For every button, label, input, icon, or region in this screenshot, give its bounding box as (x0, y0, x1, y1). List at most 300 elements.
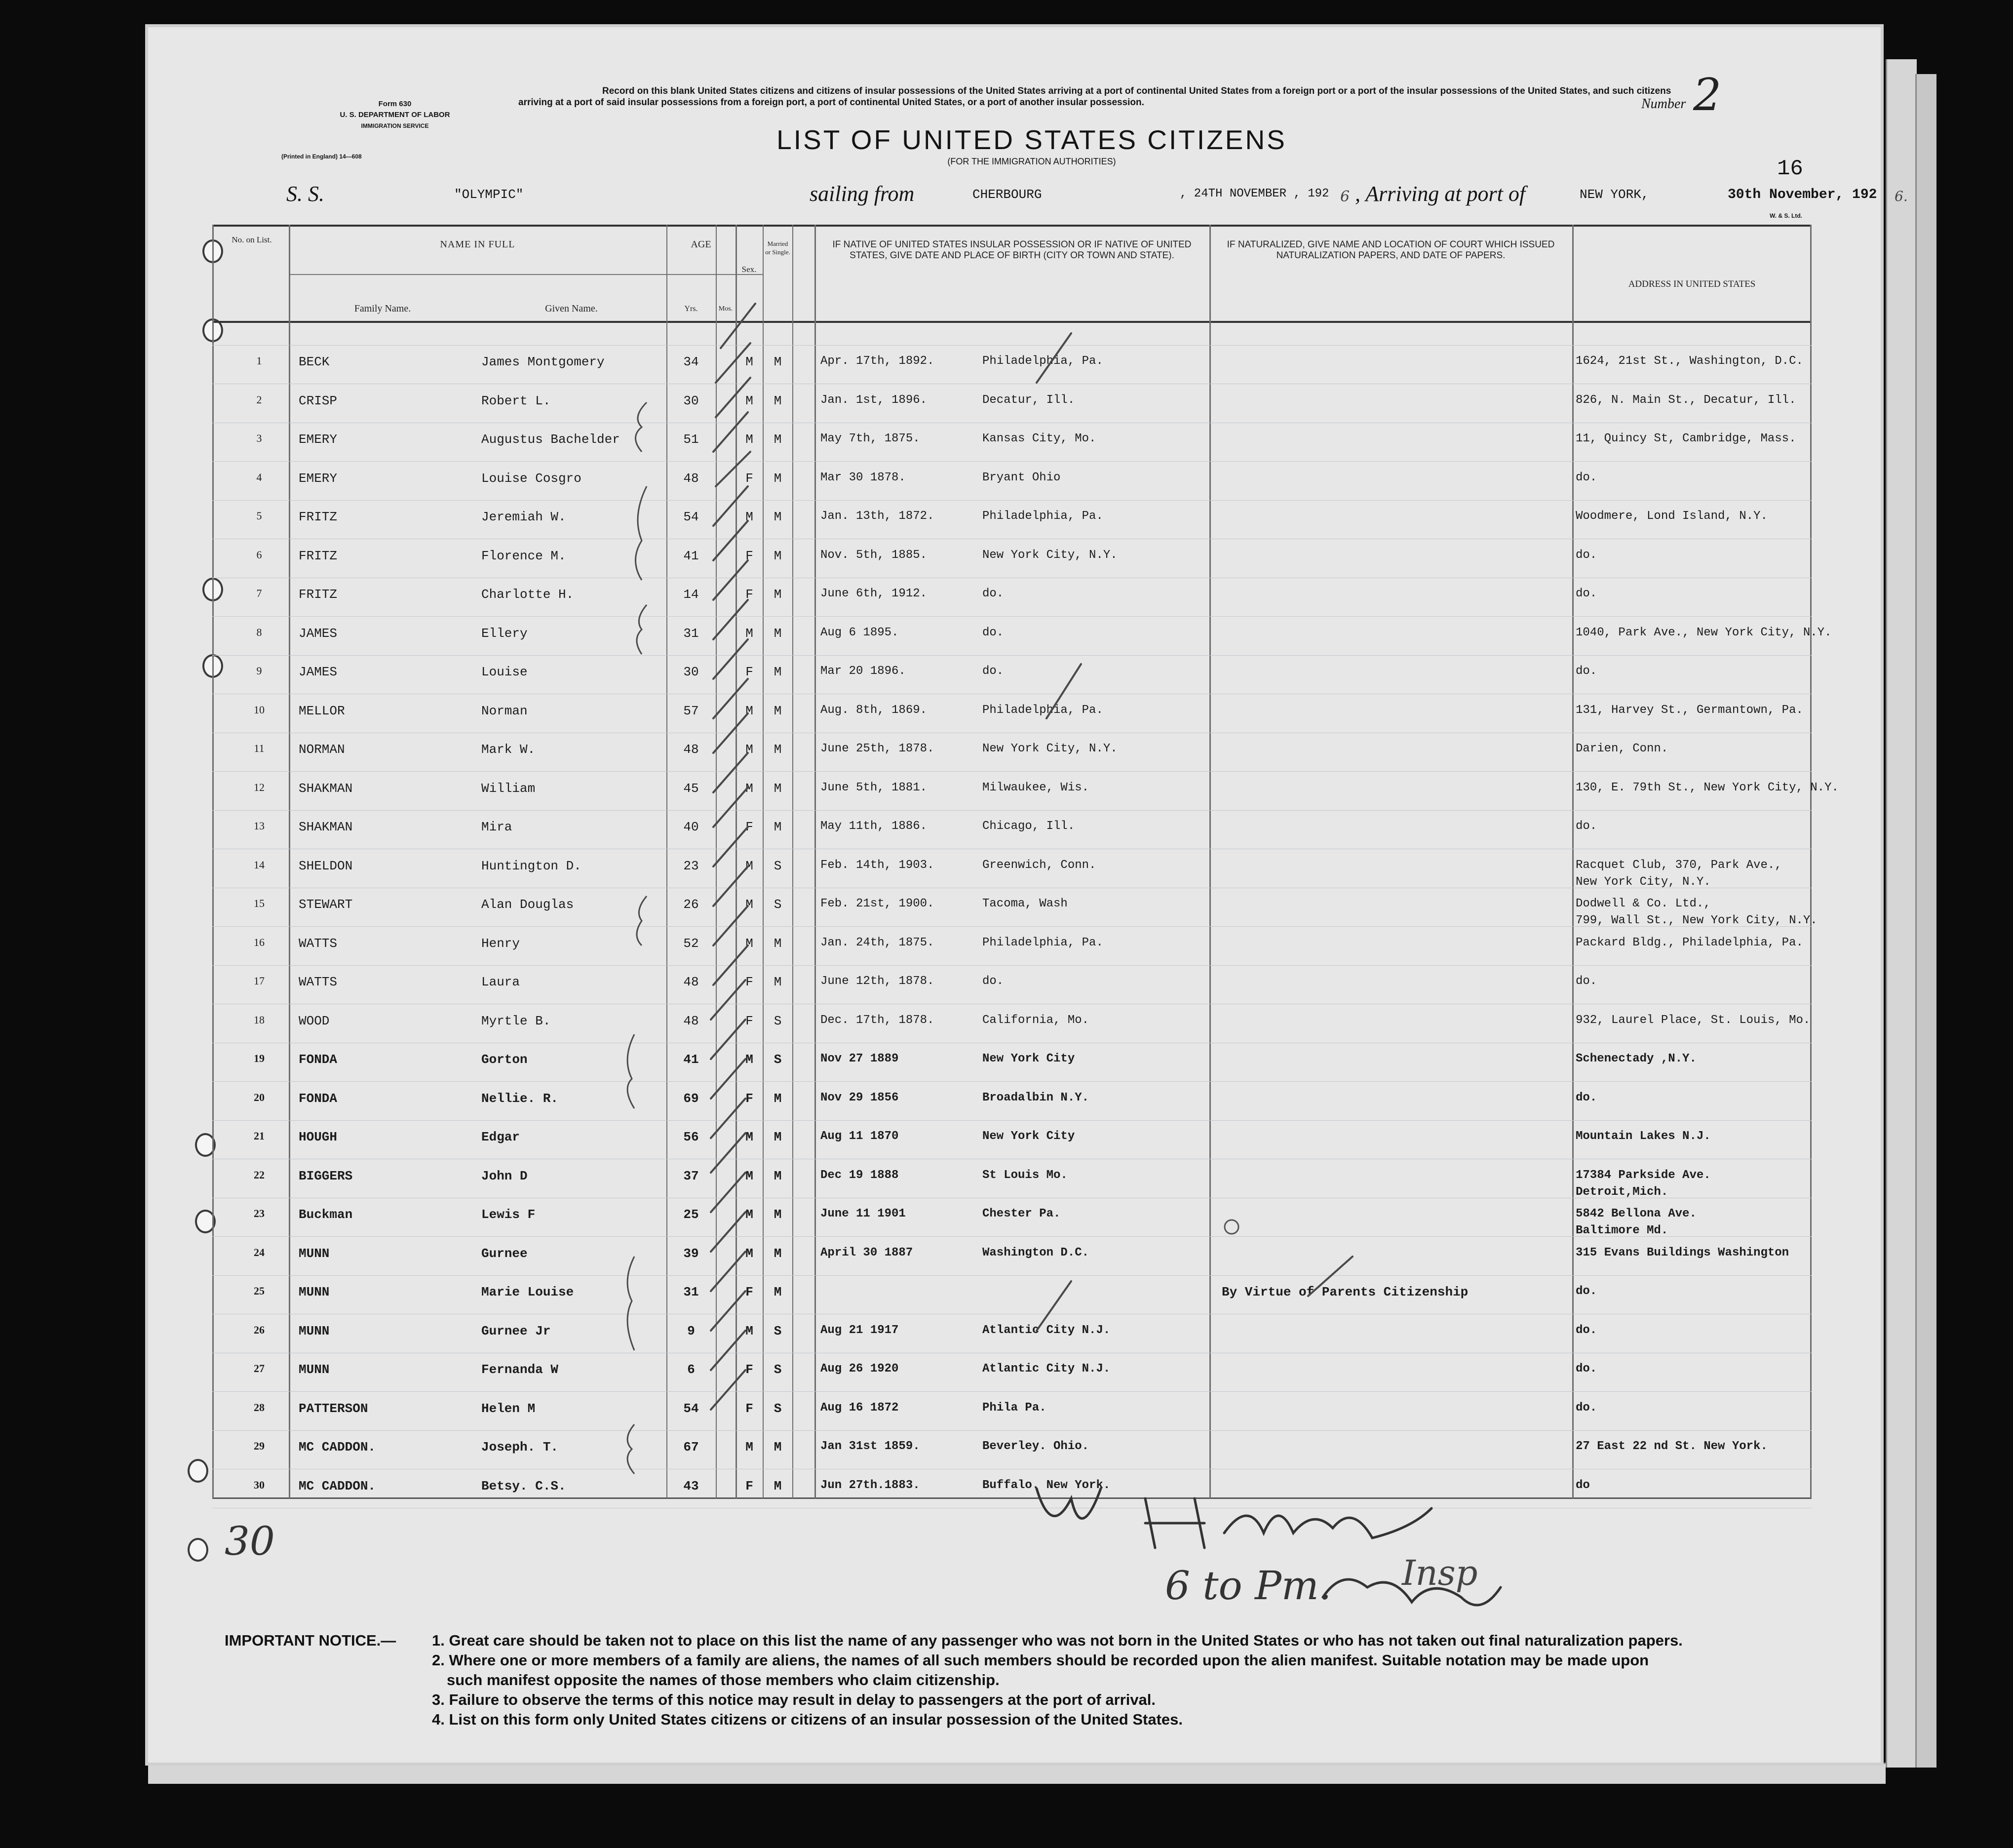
birth-date: Jan 31st 1859. (820, 1440, 920, 1453)
table-row (212, 1324, 1812, 1363)
address: do. (1576, 1285, 1597, 1298)
table-row (212, 897, 1818, 936)
age-years: 6 (687, 1362, 695, 1377)
birth-place: Phila Pa. (982, 1401, 1046, 1415)
row-number: 13 (254, 820, 265, 832)
given-name: Gurnee (481, 1246, 528, 1261)
table-row (212, 549, 1812, 588)
family-name: WATTS (299, 975, 338, 989)
sex: F (745, 1013, 753, 1028)
birth-date: Dec. 17th, 1878. (820, 1013, 934, 1027)
header-given-name: Given Name. (545, 303, 598, 314)
birth-date: Aug 21 1917 (820, 1323, 899, 1337)
birth-date: Apr. 17th, 1892. (820, 354, 934, 368)
birth-place: Washington D.C. (982, 1246, 1089, 1259)
row-number: 25 (254, 1285, 265, 1297)
page-edge-right-2 (1915, 74, 1936, 1768)
sex: F (745, 1091, 753, 1106)
birth-place: Buffalo. New York. (982, 1478, 1111, 1492)
address: do. (1576, 471, 1597, 484)
birth-date: May 11th, 1886. (820, 820, 928, 833)
address: do. (1576, 548, 1597, 562)
age-years: 41 (683, 1052, 699, 1067)
row-number: 21 (254, 1130, 265, 1142)
age-years: 52 (683, 936, 699, 951)
address: Schenectady ,N.Y. (1576, 1052, 1697, 1065)
given-name: Augustus Bachelder (481, 432, 620, 447)
ss-label: S. S. (286, 182, 324, 206)
header-sex: Sex. (741, 265, 757, 274)
row-number: 27 (254, 1362, 265, 1375)
family-name: FRITZ (299, 510, 338, 524)
marital-status: M (774, 781, 782, 796)
table-row (212, 626, 1832, 665)
address: 826, N. Main St., Decatur, Ill. (1576, 393, 1796, 407)
row-number: 22 (254, 1168, 265, 1181)
birth-date: Nov. 5th, 1885. (820, 548, 928, 562)
notice-item-4: 4. List on this form only United States citizens or citizens of an insular possession of the United States. (432, 1711, 1183, 1728)
notice-heading: IMPORTANT NOTICE.— (225, 1632, 396, 1649)
address: do (1576, 1478, 1590, 1492)
birth-place: Bryant Ohio (982, 471, 1061, 484)
birth-date: Feb. 14th, 1903. (820, 858, 934, 872)
address-line-2: Baltimore Md. (1576, 1224, 1668, 1237)
age-years: 23 (683, 858, 699, 873)
birth-date: Aug 26 1920 (820, 1362, 899, 1376)
given-name: Florence M. (481, 548, 566, 563)
birth-place: Philadelphia, Pa. (982, 510, 1103, 523)
marital-status: M (774, 703, 782, 718)
marital-status: M (774, 820, 782, 834)
table-row (212, 742, 1812, 781)
row-number: 19 (254, 1052, 265, 1064)
birth-place: Chester Pa. (982, 1207, 1061, 1220)
marital-status: M (774, 393, 782, 408)
age-years: 40 (683, 820, 699, 834)
address: 17384 Parkside Ave. (1576, 1168, 1711, 1182)
arrival-year: 6. (1895, 188, 1908, 204)
family-name: MC CADDON. (299, 1440, 376, 1455)
sex: M (745, 781, 753, 796)
age-years: 48 (683, 742, 699, 757)
family-name: BECK (299, 354, 330, 369)
header-naturalized: IF NATURALIZED, GIVE NAME AND LOCATION OF COURT WHICH ISSUED NATURALIZATION PAPERS, AND DATE OF PAPERS. (1227, 239, 1555, 261)
marital-status: M (774, 1207, 782, 1222)
marital-status: M (774, 471, 782, 486)
address: 315 Evans Buildings Washington (1576, 1246, 1789, 1259)
family-name: MELLOR (299, 703, 345, 718)
birth-date: June 6th, 1912. (820, 587, 928, 600)
age-years: 14 (683, 587, 699, 602)
given-name: Marie Louise (481, 1285, 574, 1299)
inspector-title: Insp (1402, 1553, 1478, 1593)
family-name: STEWART (299, 897, 353, 912)
address: 1624, 21st St., Washington, D.C. (1576, 354, 1803, 368)
birth-place: Chicago, Ill. (982, 820, 1075, 833)
important-notice (225, 1632, 1868, 1745)
birth-date: Mar 30 1878. (820, 471, 906, 484)
row-number: 30 (254, 1478, 265, 1491)
row-number: 28 (254, 1401, 265, 1414)
given-name: Fernanda W (481, 1362, 559, 1377)
marital-status: S (774, 897, 782, 912)
marital-status: M (774, 432, 782, 447)
given-name: William (481, 781, 536, 796)
notice-item-3: 3. Failure to observe the terms of this notice may result in delay to passengers at the port of arrival. (432, 1691, 1156, 1708)
family-name: MUNN (299, 1362, 330, 1377)
birth-place: New York City, N.Y. (982, 742, 1118, 755)
row-number: 10 (254, 703, 265, 716)
voyage-line (286, 181, 1908, 211)
table-row (212, 665, 1812, 704)
age-years: 69 (683, 1091, 699, 1106)
sex: M (745, 936, 753, 951)
row-number: 23 (254, 1207, 265, 1219)
marital-status: M (774, 1168, 782, 1183)
birth-date: Jan. 13th, 1872. (820, 510, 934, 523)
sex: F (745, 1362, 753, 1377)
birth-date: Mar 20 1896. (820, 665, 906, 678)
printer-mark: W. & S. Ltd. (1770, 212, 1802, 219)
given-name: Helen M (481, 1401, 536, 1416)
row-number: 3 (256, 432, 262, 444)
family-name: Buckman (299, 1207, 353, 1222)
row-number: 4 (256, 471, 262, 483)
address-line-2: Detroit,Mich. (1576, 1185, 1668, 1199)
family-name: BIGGERS (299, 1168, 353, 1183)
sex: M (745, 1168, 753, 1183)
manifest-page (148, 27, 1908, 1763)
birth-place: Atlantic City N.J. (982, 1362, 1111, 1376)
row-number: 2 (256, 393, 262, 406)
family-name: CRISP (299, 393, 338, 408)
birth-place: do. (982, 665, 1004, 678)
age-years: 57 (683, 703, 699, 718)
table-row (212, 975, 1812, 1014)
header-mos: Mos. (718, 305, 733, 313)
age-years: 67 (683, 1440, 699, 1455)
birth-place: Tacoma, Wash (982, 897, 1068, 910)
given-name: Ellery (481, 626, 528, 641)
table-row (212, 1169, 1812, 1208)
age-years: 45 (683, 781, 699, 796)
given-name: Louise Cosgro (481, 471, 581, 486)
given-name: Mark W. (481, 742, 536, 757)
row-number: 1 (256, 354, 262, 367)
given-name: Edgar (481, 1130, 520, 1144)
number-label: Number (1641, 96, 1686, 112)
given-name: Jeremiah W. (481, 510, 566, 524)
given-name: Nellie. R. (481, 1091, 559, 1106)
age-years: 34 (683, 354, 699, 369)
arriving-label: , Arriving at port of (1355, 182, 1526, 206)
form-number: Form 630 (378, 100, 412, 108)
family-name: HOUGH (299, 1130, 338, 1144)
row-number: 7 (256, 587, 262, 599)
sex: M (745, 1440, 753, 1455)
sex: F (745, 548, 753, 563)
birth-place: New York City, N.Y. (982, 548, 1118, 562)
marital-status: M (774, 936, 782, 951)
family-name: MC CADDON. (299, 1478, 376, 1494)
instructions: Record on this blank United States citizens and citizens of insular possessions of the United States arriving at a port of continental United States from a foreign port or a port of the insular possessions of the United States, and such citizens arriving at a port of said insular possessions from a foreign port, a port of continental United States, or a port of another insular possession. (518, 86, 1671, 108)
marital-status: S (774, 1013, 782, 1028)
age-years: 54 (683, 510, 699, 524)
row-number: 9 (256, 665, 262, 677)
header-address: ADDRESS IN UNITED STATES (1628, 279, 1756, 289)
birth-date: Aug 6 1895. (820, 626, 899, 639)
sex: F (745, 665, 753, 679)
address-line-2: 799, Wall St., New York City, N.Y. (1576, 914, 1818, 927)
birth-date: Feb. 21st, 1900. (820, 897, 934, 910)
table-row (212, 354, 1812, 393)
sex: M (745, 393, 753, 408)
given-name: James Montgomery (481, 354, 605, 369)
sex: M (745, 626, 753, 641)
birth-place: do. (982, 975, 1004, 988)
marital-status: M (774, 548, 782, 563)
marital-status: M (774, 742, 782, 757)
given-name: Norman (481, 703, 528, 718)
age-years: 43 (683, 1478, 699, 1494)
given-name: Lewis F (481, 1207, 536, 1222)
birth-place: California, Mo. (982, 1013, 1089, 1027)
age-years: 37 (683, 1168, 699, 1183)
given-name: Huntington D. (481, 858, 581, 873)
sex: M (745, 354, 753, 369)
table-row (212, 471, 1812, 510)
birth-place: Broadalbin N.Y. (982, 1091, 1089, 1104)
given-name: Louise (481, 665, 528, 679)
birth-date: May 7th, 1875. (820, 432, 920, 445)
row-number: 14 (254, 858, 265, 871)
address: do. (1576, 587, 1597, 600)
sex: M (745, 432, 753, 447)
age-years: 48 (683, 1013, 699, 1028)
table-row (212, 936, 1812, 975)
sex: M (745, 1130, 753, 1144)
age-years: 56 (683, 1130, 699, 1144)
row-number: 26 (254, 1323, 265, 1336)
family-name: WOOD (299, 1013, 330, 1028)
header-name-in-full: NAME IN FULL (440, 239, 515, 250)
table-row (212, 820, 1812, 859)
sex: M (745, 1207, 753, 1222)
address: Woodmere, Lond Island, N.Y. (1576, 510, 1768, 523)
table-row (212, 704, 1812, 743)
address: do. (1576, 1323, 1597, 1337)
row-number: 17 (254, 975, 265, 987)
address: 11, Quincy St, Cambridge, Mass. (1576, 432, 1796, 445)
marital-status: M (774, 1130, 782, 1144)
given-name: Betsy. C.S. (481, 1478, 566, 1494)
sex: M (745, 510, 753, 524)
family-name: NORMAN (299, 742, 345, 757)
table-row (212, 1014, 1812, 1053)
passenger-table (212, 225, 1839, 1498)
service: IMMIGRATION SERVICE (361, 122, 429, 129)
given-name: Myrtle B. (481, 1013, 551, 1028)
given-name: Laura (481, 975, 520, 989)
header-birth: IF NATIVE OF UNITED STATES INSULAR POSSESSION OR IF NATIVE OF UNITED STATES, GIVE DATE AND PLACE OF BIRTH (CITY OR TOWN AND STATE). (832, 239, 1192, 261)
row-number: 6 (256, 548, 262, 561)
table-row (212, 1246, 1812, 1285)
row-number: 24 (254, 1246, 265, 1258)
age-years: 48 (683, 471, 699, 486)
birth-date: Aug 11 1870 (820, 1130, 899, 1143)
sex: F (745, 1401, 753, 1416)
notice-item-1: 1. Great care should be taken not to place on this list the name of any passenger who was not born in the United States or who has not taken out final naturalization papers. (432, 1632, 1683, 1649)
birth-place: Atlantic City N.J. (982, 1323, 1111, 1337)
header-family-name: Family Name. (354, 303, 411, 314)
inspector-time: 6 to Pm. (1165, 1563, 1332, 1609)
table-row (212, 1207, 1812, 1246)
age-years: 51 (683, 432, 699, 447)
age-years: 26 (683, 897, 699, 912)
age-years: 48 (683, 975, 699, 989)
marital-status: M (774, 1440, 782, 1455)
birth-place: New York City (982, 1052, 1075, 1065)
birth-date: Jan. 1st, 1896. (820, 393, 928, 407)
marital-status: M (774, 665, 782, 679)
sex: F (745, 975, 753, 989)
birth-place: do. (982, 626, 1004, 639)
address: do. (1576, 1091, 1597, 1104)
page-edge-right-1 (1886, 59, 1917, 1768)
marital-status: M (774, 1246, 782, 1261)
table-row (212, 1440, 1812, 1479)
table-row (212, 1052, 1812, 1091)
sex: M (745, 703, 753, 718)
address: do. (1576, 820, 1597, 833)
marital-status: S (774, 1323, 782, 1338)
address: do. (1576, 975, 1597, 988)
notice-item-2-cont: such manifest opposite the names of those members who claim citizenship. (447, 1671, 1000, 1689)
marital-status: M (774, 1478, 782, 1494)
row-number: 29 (254, 1440, 265, 1452)
address: 932, Laurel Place, St. Louis, Mo. (1576, 1013, 1811, 1027)
birth-date: April 30 1887 (820, 1246, 913, 1259)
row-container (212, 321, 1839, 1496)
given-name: Charlotte H. (481, 587, 574, 602)
marital-status: S (774, 858, 782, 873)
page-subtitle: (FOR THE IMMIGRATION AUTHORITIES) (947, 157, 1116, 166)
number-value: 2 (1693, 69, 1722, 121)
marital-status: S (774, 1362, 782, 1377)
birth-place: St Louis Mo. (982, 1168, 1068, 1182)
sex: M (745, 858, 753, 873)
marital-status: M (774, 1285, 782, 1299)
birth-place: Philadelphia, Pa. (982, 354, 1103, 368)
table-row (212, 1479, 1812, 1518)
address: Packard Bldg., Philadelphia, Pa. (1576, 936, 1803, 949)
birth-place: Philadelphia, Pa. (982, 936, 1103, 949)
birth-date: Aug 16 1872 (820, 1401, 899, 1415)
age-years: 25 (683, 1207, 699, 1222)
binder-hole (188, 1459, 208, 1483)
address: 1040, Park Ave., New York City, N.Y. (1576, 626, 1832, 639)
age-years: 30 (683, 665, 699, 679)
sex: F (745, 1478, 753, 1494)
row-number: 12 (254, 781, 265, 793)
birth-place: Greenwich, Conn. (982, 858, 1096, 872)
arrival-date: 30th November, 192 (1728, 187, 1877, 202)
row-number: 11 (254, 742, 265, 754)
family-name: JAMES (299, 626, 338, 641)
given-name: Mira (481, 820, 512, 834)
family-name: FRITZ (299, 548, 338, 563)
marital-status: M (774, 587, 782, 602)
marital-status: M (774, 354, 782, 369)
naturalization: By Virtue of Parents Citizenship (1222, 1285, 1469, 1299)
age-years: 39 (683, 1246, 699, 1261)
table-row (212, 1362, 1812, 1401)
row-number: 16 (254, 936, 265, 948)
address: 131, Harvey St., Germantown, Pa. (1576, 703, 1803, 717)
age-years: 31 (683, 626, 699, 641)
given-name: Robert L. (481, 393, 551, 408)
departure-port: CHERBOURG (972, 187, 1042, 202)
address: Mountain Lakes N.J. (1576, 1130, 1711, 1143)
birth-date: Aug. 8th, 1869. (820, 703, 928, 717)
birth-date: Nov 29 1856 (820, 1091, 899, 1104)
address-line-2: New York City, N.Y. (1576, 875, 1711, 889)
sex: F (745, 587, 753, 602)
departure-year: 6 (1340, 188, 1350, 205)
given-name: Henry (481, 936, 520, 951)
address: do. (1576, 1362, 1597, 1376)
birth-date: June 5th, 1881. (820, 781, 928, 794)
birth-place: Beverley. Ohio. (982, 1440, 1089, 1453)
table-row (212, 781, 1839, 820)
table-row (212, 1285, 1812, 1324)
page-edge-bottom (148, 1763, 1886, 1784)
address: 130, E. 79th St., New York City, N.Y. (1576, 781, 1839, 794)
birth-date: June 25th, 1878. (820, 742, 934, 755)
address: do. (1576, 665, 1597, 678)
departure-date: , 24TH NOVEMBER , 192 (1180, 187, 1329, 200)
row-number: 5 (256, 510, 262, 522)
sailing-label: sailing from (810, 182, 915, 206)
age-years: 30 (683, 393, 699, 408)
sex: M (745, 1323, 753, 1338)
ship-name: "OLYMPIC" (454, 187, 524, 202)
age-years: 54 (683, 1401, 699, 1416)
birth-date: June 12th, 1878. (820, 975, 934, 988)
table-row (212, 587, 1812, 626)
birth-date: June 11 1901 (820, 1207, 906, 1220)
family-name: FRITZ (299, 587, 338, 602)
family-name: MUNN (299, 1246, 330, 1261)
table-row (212, 510, 1812, 549)
given-name: Joseph. T. (481, 1440, 559, 1455)
family-name: SHAKMAN (299, 781, 353, 796)
family-name: FONDA (299, 1052, 338, 1067)
header-yrs: Yrs. (684, 305, 698, 313)
binder-hole (188, 1538, 208, 1562)
given-name: Gorton (481, 1052, 528, 1067)
sex: F (745, 1285, 753, 1299)
row-number: 18 (254, 1013, 265, 1026)
page-title: LIST OF UNITED STATES CITIZENS (776, 124, 1287, 155)
family-name: MUNN (299, 1323, 330, 1338)
sex: F (745, 820, 753, 834)
family-name: PATTERSON (299, 1401, 368, 1416)
birth-place: do. (982, 587, 1004, 600)
page-number: 16 (1777, 157, 1803, 181)
given-name: Gurnee Jr (481, 1323, 551, 1338)
birth-date: Jan. 24th, 1875. (820, 936, 934, 949)
